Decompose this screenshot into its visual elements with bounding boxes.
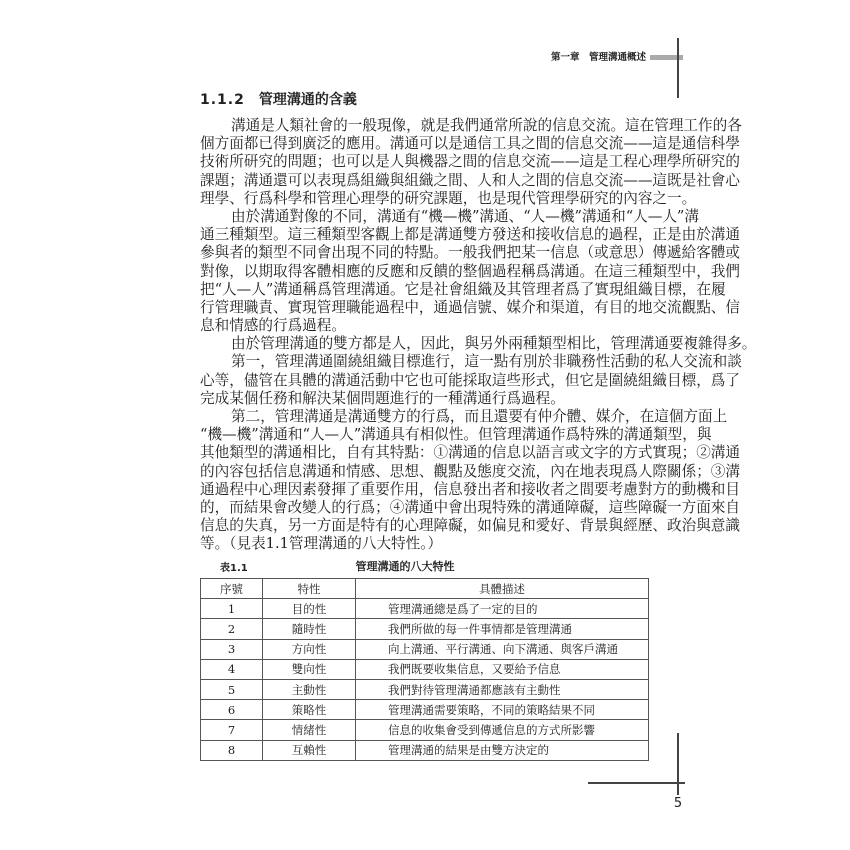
text-line: 由於溝通對像的不同，溝通有“機—機”溝通、“人—機”溝通和“人—人”溝 bbox=[231, 207, 699, 225]
text-line: 完成某個任務和解決某個問題進行的一種溝通行爲過程。 bbox=[200, 389, 565, 407]
text-line: 參與者的類型不同會出現不同的特點。一般我們把某一信息（或意思）傳遞給客體或 bbox=[200, 244, 740, 262]
text-line: 理學、行爲科學和管理心理學的研究課題，也是現代管理學研究的內容之一。 bbox=[200, 189, 697, 207]
description: 我們對待管理溝通都應該有主動性 bbox=[356, 679, 649, 699]
description: 管理溝通的結果是由雙方決定的 bbox=[356, 740, 649, 760]
text-line: 通過程中心理因素發揮了重要作用，信息發出者和接收者之間要考慮對方的動機和目 bbox=[200, 480, 740, 498]
characteristic: 策略性 bbox=[263, 700, 356, 720]
table-row bbox=[201, 599, 649, 619]
table-row bbox=[201, 700, 649, 720]
paragraph bbox=[200, 408, 740, 554]
row-number: 5 bbox=[201, 679, 263, 699]
page-number: 5 bbox=[673, 796, 683, 811]
section-title: 管理溝通的含義 bbox=[258, 92, 357, 108]
text-line: 對像，以期取得客體相應的反應和反饋的整個過程稱爲溝通。在這三種類型中，我們 bbox=[200, 262, 740, 280]
column-header: 具體描述 bbox=[356, 579, 649, 599]
table-row bbox=[201, 720, 649, 740]
text-line: 溝通是人類社會的一般現像，就是我們通常所說的信息交流。這在管理工作的各 bbox=[231, 117, 742, 134]
paragraph bbox=[200, 207, 740, 335]
characteristic: 情緒性 bbox=[263, 720, 356, 740]
text-line: 其他類型的溝通相比，自有其特點：①溝通的信息以語言或文字的方式實現；②溝通 bbox=[200, 444, 740, 462]
running-head: 第一章 管理溝通概述 bbox=[550, 52, 646, 63]
text-line: 課題；溝通還可以表現爲組織與組織之間、人和人之間的信息交流——這既是社會心 bbox=[200, 171, 740, 189]
table-row bbox=[201, 639, 649, 659]
text-line: 的內容包括信息溝通和情感、思想、觀點及態度交流，內在地表現爲人際關係；③溝 bbox=[200, 462, 740, 480]
description: 我們既要收集信息，又要給予信息 bbox=[356, 659, 649, 679]
paragraph bbox=[200, 353, 742, 408]
crop-mark-top bbox=[677, 38, 679, 98]
row-number: 7 bbox=[201, 720, 263, 740]
paragraph bbox=[200, 335, 757, 353]
text-line: 第二，管理溝通是溝通雙方的行爲，而且還要有仲介體、媒介，在這個方面上 bbox=[231, 408, 728, 425]
characteristic: 目的性 bbox=[263, 599, 356, 619]
description: 管理溝通總是爲了一定的目的 bbox=[356, 599, 649, 619]
text-line: 技術所研究的問題；也可以是人與機器之間的信息交流——這是工程心理學所研究的 bbox=[200, 153, 740, 171]
text-line: 的，而結果會改變人的行爲；④溝通中會出現特殊的溝通障礙，這些障礙一方面來自 bbox=[200, 498, 740, 516]
description: 管理溝通需要策略，不同的策略結果不同 bbox=[356, 700, 649, 720]
text-line: “機—機”溝通和“人—人”溝通具有相似性。但管理溝通作爲特殊的溝通類型，與 bbox=[200, 426, 712, 444]
column-header: 特性 bbox=[263, 579, 356, 599]
row-number: 2 bbox=[201, 619, 263, 639]
characteristic: 雙向性 bbox=[263, 659, 356, 679]
characteristic: 隨時性 bbox=[263, 619, 356, 639]
section-number: 1.1.2 bbox=[200, 92, 245, 108]
text-line: 第一，管理溝通圍繞組織目標進行，這一點有別於非職務性活動的私人交流和談 bbox=[231, 353, 742, 371]
row-number: 6 bbox=[201, 700, 263, 720]
characteristic: 互賴性 bbox=[263, 740, 356, 760]
column-header: 序號 bbox=[201, 579, 263, 599]
characteristics-table bbox=[200, 578, 649, 761]
text-line: 個方面都已得到廣泛的應用。溝通可以是通信工具之間的信息交流——這是通信科學 bbox=[200, 135, 740, 153]
description: 向上溝通、平行溝通、向下溝通、與客戶溝通 bbox=[356, 639, 649, 659]
table-row bbox=[201, 679, 649, 699]
table-caption: 表1.1 bbox=[220, 563, 248, 574]
row-number: 1 bbox=[201, 599, 263, 619]
crop-mark-bottom-vertical bbox=[677, 733, 679, 795]
table-row bbox=[201, 659, 649, 679]
table-header-row bbox=[201, 579, 649, 599]
text-line: 信息的失真，另一方面是特有的心理障礙，如偏見和愛好、背景與經歷、政治與意識 bbox=[200, 517, 740, 535]
row-number: 3 bbox=[201, 639, 263, 659]
table-row bbox=[201, 740, 649, 760]
table-title: 管理溝通的八大特性 bbox=[355, 560, 455, 573]
description: 信息的收集會受到傳遞信息的方式所影響 bbox=[356, 720, 649, 740]
text-line: 通三種類型。這三種類型客觀上都是溝通雙方發送和接收信息的過程，正是由於溝通 bbox=[200, 226, 740, 244]
body-text bbox=[200, 117, 757, 554]
row-number: 4 bbox=[201, 659, 263, 679]
characteristic: 主動性 bbox=[263, 679, 356, 699]
row-number: 8 bbox=[201, 740, 263, 760]
text-line: 等。（見表1.1管理溝通的八大特性。） bbox=[200, 535, 443, 553]
text-line: 行管理職責、實現管理職能過程中，通過信號、媒介和渠道，有目的地交流觀點、信 bbox=[200, 298, 740, 316]
paragraph bbox=[200, 117, 742, 208]
text-line: 息和情感的行爲過程。 bbox=[200, 317, 346, 335]
text-line: 由於管理溝通的雙方都是人，因此，與另外兩種類型相比，管理溝通要複雜得多。 bbox=[231, 335, 757, 353]
description: 我們所做的每一件事情都是管理溝通 bbox=[356, 619, 649, 639]
crop-mark-bottom-horizontal bbox=[588, 782, 685, 784]
characteristic: 方向性 bbox=[263, 639, 356, 659]
section-heading bbox=[200, 89, 357, 109]
table-row bbox=[201, 619, 649, 639]
text-line: 心等，儘管在具體的溝通活動中它也可能採取這些形式，但它是圍繞組織目標，爲了 bbox=[200, 371, 740, 389]
text-line: 把“人—人”溝通稱爲管理溝通。它是社會組織及其管理者爲了實現組織目標，在履 bbox=[200, 280, 726, 298]
